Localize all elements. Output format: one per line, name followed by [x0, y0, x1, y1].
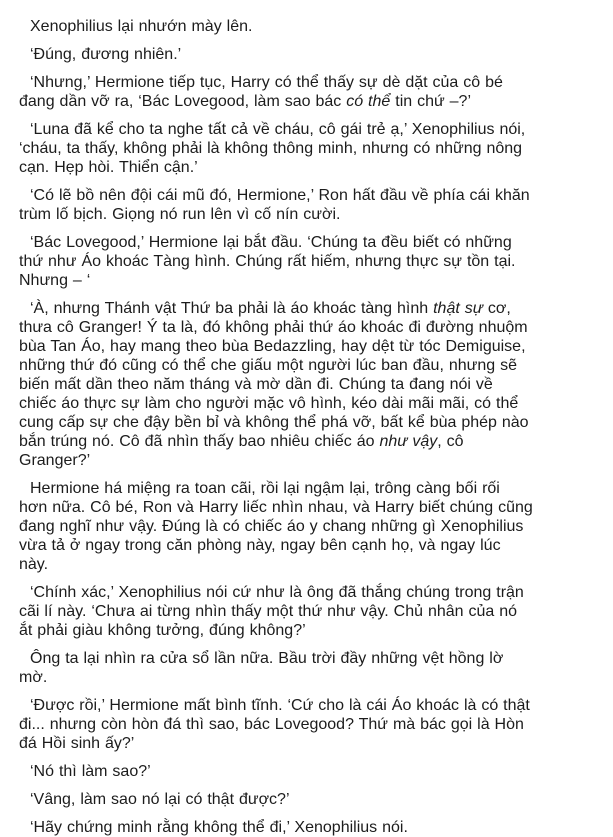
paragraph: Hermione há miệng ra toan cãi, rồi lại ngậm lại, trông càng bối rối hơn nữa. Cô bé, Ron và Harry liếc nhìn nhau, và Harry biết chúng cũng đang nghĩ như vậy. Đúng là có chiếc áo y chang những gì Xenophilius vừa tả ở ngay trong căn phòng này, ngay bên cạnh họ, và ngay lúc này. — [19, 480, 533, 573]
paragraph: ‘Nó thì làm sao?’ — [30, 763, 151, 780]
paragraph: Ông ta lại nhìn ra cửa sổ lần nữa. Bầu trời đầy những vệt hồng lờ mờ. — [19, 650, 504, 686]
paragraph: ‘Nhưng,’ Hermione tiếp tục, Harry có thể thấy sự dè dặt của cô bé đang dần vỡ ra, ‘Bác Lovegood, làm sao bác có thể tin chứ –?’ — [19, 74, 503, 110]
paragraph: ‘Chính xác,’ Xenophilius nói cứ như là ông đã thắng chúng trong trận cãi lí này. ‘Chưa ai từng nhìn thấy một thứ như vậy. Chủ nhân của nó ắt phải giàu không tưởng, đúng không?’ — [19, 584, 524, 639]
paragraph: ‘Luna đã kể cho ta nghe tất cả về cháu, cô gái trẻ ạ,’ Xenophilius nói, ‘cháu, ta thấy, không phải là không thông minh, nhưng có những nông cạn. Hẹp hòi. Thiển cận.’ — [19, 121, 526, 176]
paragraph: ‘Có lẽ bồ nên đội cái mũ đó, Hermione,’ Ron hất đầu về phía cái khăn trùm lố bịch. Giọng nó run lên vì cố nín cười. — [19, 187, 530, 223]
paragraph: ‘Bác Lovegood,’ Hermione lại bắt đầu. ‘Chúng ta đều biết có những thứ như Áo khoác Tàng hình. Chúng rất hiếm, nhưng thực sự tồn tại. Nhưng – ‘ — [19, 234, 516, 289]
text-content — [19, 17, 595, 837]
paragraph: Xenophilius lại nhướn mày lên. — [30, 18, 253, 35]
paragraph: ‘Đúng, đương nhiên.’ — [30, 46, 182, 63]
paragraph: ‘Được rồi,’ Hermione mất bình tĩnh. ‘Cứ cho là cái Áo khoác là có thật đi... nhưng còn hòn đá thì sao, bác Lovegood? Thứ mà bác gọi là Hòn đá Hồi sinh ấy?’ — [19, 697, 530, 752]
paragraph: ‘Hãy chứng minh rằng không thể đi,’ Xenophilius nói. — [30, 819, 408, 836]
paragraph: ‘À, nhưng Thánh vật Thứ ba phải là áo khoác tàng hình thật sự cơ, thưa cô Granger! Ý ta là, đó không phải thứ áo khoác đi đường nhuộm bùa Tan Áo, hay mang theo bùa Bedazzling, hay dệt từ tóc Demiguise, những thứ đó cũng có thể che giấu một người lúc ban đầu, nhưng sẽ biến mất dần theo năm tháng và mờ dần đi. Chúng ta đang nói về chiếc áo thực sự làm cho người mặc vô hình, kéo dài mãi mãi, có thể cung cấp sự che đậy bền bỉ và không thể phá vỡ, bất kể bùa phép nào bắn trúng nó. Cô đã nhìn thấy bao nhiêu chiếc áo như vậy, cô Granger?’ — [19, 300, 529, 469]
paragraph: ‘Vâng, làm sao nó lại có thật được?’ — [30, 791, 290, 808]
